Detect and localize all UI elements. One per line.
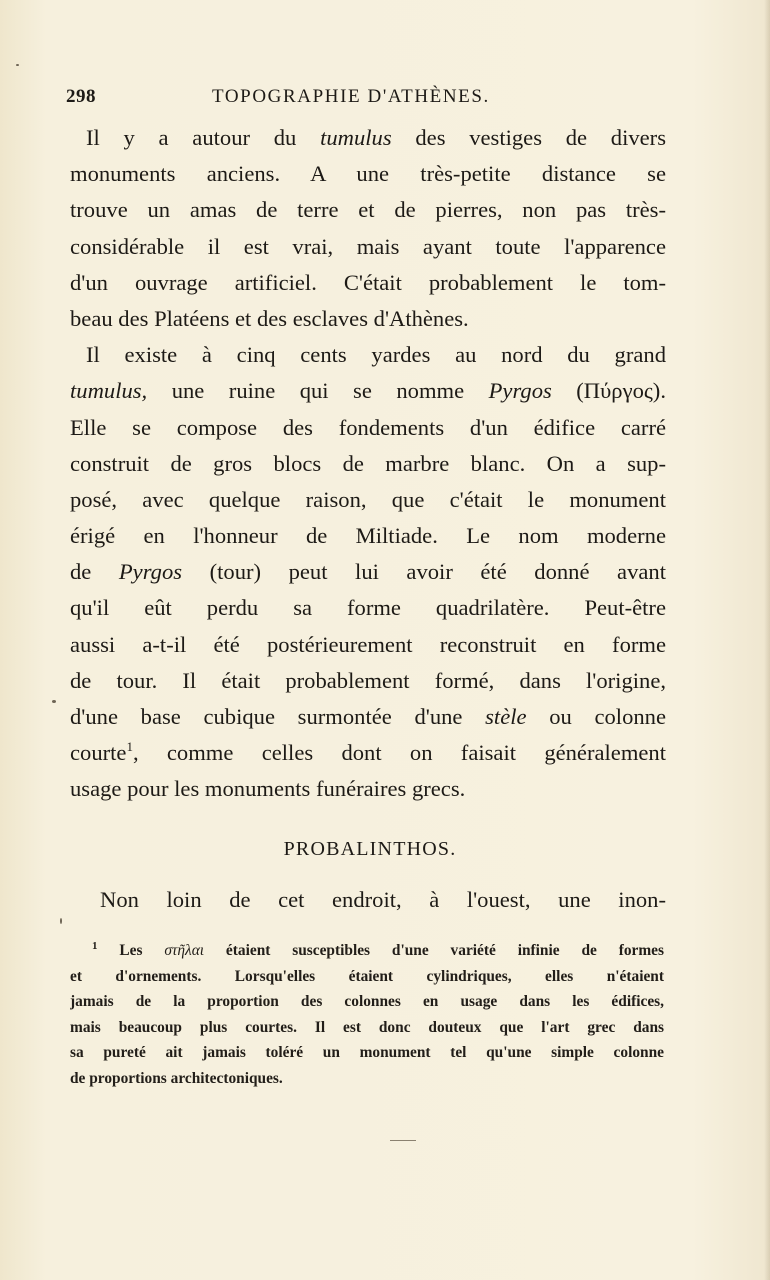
footnote-line: jamais de la proportion des colonnes en usage dans les édifices,	[70, 993, 664, 1010]
italic-word: Pyrgos	[488, 378, 552, 404]
section-first-line	[100, 882, 666, 918]
page-number: 298	[66, 86, 96, 107]
text-line: courte$^1$, comme celles dont on faisait généralement	[70, 739, 666, 766]
text-line: de Pyrgos (tour) peut lui avoir été donné avant	[70, 559, 666, 585]
section-heading: PROBALINTHOS.	[283, 838, 457, 860]
body-text	[70, 120, 666, 808]
footnote-line: et d'ornements. Lorsqu'elles étaient cylindriques, elles n'étaient	[70, 967, 664, 985]
footnote-reference: 1	[126, 739, 133, 755]
text-line: d'une base cubique surmontée d'une stèle ou colonne	[70, 704, 666, 729]
text-line: tumulus, une ruine qui se nomme Pyrgos (Πύργος).	[70, 378, 666, 404]
text-line: considérable il est vrai, mais ayant toute l'apparence	[70, 233, 666, 259]
text-line: Non loin de cet endroit, à l'ouest, une inon-	[100, 887, 666, 912]
footnote	[70, 938, 664, 1091]
text-line: trouve un amas de terre et de pierres, non pas très-	[70, 197, 666, 223]
text-line: Il existe à cinq cents yardes au nord du grand	[86, 342, 666, 368]
footnote-line: $^1$ Les στῆλαι étaient susceptibles d'une variété infinie de formes	[92, 940, 664, 959]
footnote-mark: 1	[92, 940, 98, 952]
italic-word: tumulus	[320, 125, 392, 150]
paragraph	[70, 120, 666, 337]
text-line: de tour. Il était probablement formé, dans l'origine,	[70, 667, 666, 693]
paper-speck	[60, 918, 62, 924]
running-title: TOPOGRAPHIE D'ATHÈNES.	[212, 86, 490, 107]
text-line: usage pour les monuments funéraires grecs.	[70, 776, 466, 802]
text-line: Il y a autour du tumulus des vestiges de divers	[86, 125, 666, 150]
text-line: monuments anciens. A une très-petite distance se	[70, 161, 666, 187]
text-line: aussi a-t-il été postérieurement reconstruit en forme	[70, 631, 666, 657]
running-head	[66, 86, 666, 114]
page-edge-shadow	[764, 0, 770, 1280]
text-line: Elle se compose des fondements d'un édifice carré	[70, 414, 666, 440]
text-line: qu'il eût perdu sa forme quadrilatère. Peut-être	[70, 595, 666, 621]
paragraph	[70, 337, 666, 807]
footnote-line: mais beaucoup plus courtes. Il est donc douteux que l'art grec dans	[70, 1018, 664, 1036]
paper-speck	[16, 64, 19, 66]
text-line: érigé en l'honneur de Miltiade. Le nom moderne	[70, 523, 666, 549]
italic-word: Pyrgos	[118, 559, 183, 585]
footnote-line: de proportions architectoniques.	[70, 1069, 283, 1087]
text-line: beau des Platéens et des esclaves d'Athènes.	[70, 305, 469, 331]
footnote-line: sa pureté ait jamais toléré un monument tel qu'une simple colonne	[70, 1044, 664, 1061]
text-line: posé, avec quelque raison, que c'était le monument	[70, 486, 666, 512]
printer-mark	[390, 1140, 416, 1141]
text-line: d'un ouvrage artificiel. C'était probablement le tom-	[70, 269, 666, 295]
italic-word: tumulus,	[70, 378, 148, 404]
text-line: construit de gros blocs de marbre blanc. On a sup-	[70, 450, 666, 476]
greek-word: στῆλαι	[164, 942, 205, 959]
paper-speck	[52, 700, 56, 703]
italic-word: stèle	[485, 704, 527, 729]
